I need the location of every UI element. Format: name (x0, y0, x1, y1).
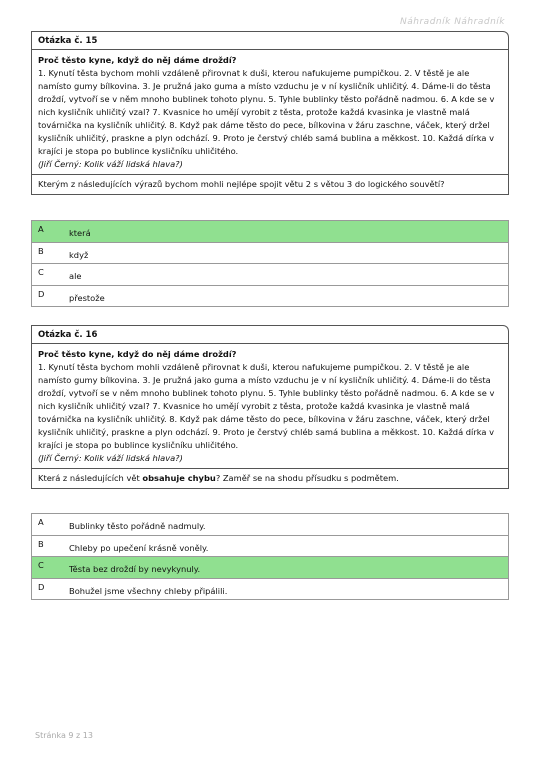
option-text: Bublinky těsto pořádně nadmuly. (69, 521, 206, 531)
text-source: (Jiří Černý: Kolik váží lidská hlava?) (38, 453, 183, 463)
option-letter: B (38, 538, 44, 549)
question-title: Otázka č. 15 (32, 32, 508, 50)
answer-option-c[interactable] (32, 264, 508, 286)
answer-option-d[interactable] (32, 579, 508, 601)
answer-option-d[interactable] (32, 286, 508, 308)
text-body: 1. Kynutí těsta bychom mohli vzdáleně přirovnat k duši, kterou nafukujeme pumpičkou. 2. V těstě je ale namísto gumy bílkovina. 3. Je pružná jako guma a místo vzduchu je v ní kysličník uhličitý. 4. Dáme-li do těsta droždí, vytvoří se v něm mnoho bublinek tohoto plynu. 5. Tyhle bublinky těsto pořádně nadmou. 6. A kde se v nich kysličník uhličitý vzal? 7. Kvasnice ho umějí vyrobit z těsta, protože každá kvasinka je vlastně malá továrnička na kysličník uhličitý. 8. Když pak dáme těsto do pece, bílkovina v žáru zaschne, váček, který držel kysličník uhličitý, praskne a plyn odchází. 9. Proto je čerstvý chléb samá bublina a měkkost. 10. Každá dírka v krajíci je stopa po bublince kysličníku uhličitého. (38, 68, 495, 156)
prompt-emphasis: obsahuje chybu (142, 473, 216, 483)
option-letter: C (38, 560, 44, 570)
answer-options-16 (31, 513, 509, 600)
question-text (32, 344, 508, 468)
text-body: 1. Kynutí těsta bychom mohli vzdáleně přirovnat k duši, kterou nafukujeme pumpičkou. 2. V těstě je ale namísto gumy bílkovina. 3. Je pružná jako guma a místo vzduchu je v ní kysličník uhličitý. 4. Dáme-li do těsta droždí, vytvoří se v něm mnoho bublinek tohoto plynu. 5. Tyhle bublinky těsto pořádně nadmou. 6. A kde se v nich kysličník uhličitý vzal? 7. Kvasnice ho umějí vyrobit z těsta, protože každá kvasinka je vlastně malá továrnička na kysličník uhličitý. 8. Když pak dáme těsto do pece, bílkovina v žáru zaschne, váček, který držel kysličník uhličitý, praskne a plyn odchází. 9. Proto je čerstvý chléb samá bublina a měkkost. 10. Každá dírka v krajíci je stopa po bublince kysličníku uhličitého. (38, 362, 495, 450)
option-text: která (69, 228, 91, 238)
prompt-part: ? Zaměř se na shodu přísudku s podmětem. (215, 473, 399, 483)
answer-options-15 (31, 220, 509, 307)
answer-option-a[interactable] (32, 221, 508, 243)
question-16 (31, 325, 509, 489)
question-text (32, 50, 508, 174)
option-letter: D (38, 288, 45, 299)
option-letter: A (38, 517, 44, 527)
watermark: Náhradník Náhradník (400, 17, 505, 27)
text-heading: Proč těsto kyne, když do něj dáme droždí? (38, 55, 237, 65)
option-text: Bohužel jsme všechny chleby připálili. (69, 585, 228, 596)
answer-option-b[interactable] (32, 243, 508, 265)
option-text: Těsta bez droždí by nevykynuly. (69, 564, 201, 574)
question-15 (31, 31, 509, 195)
option-text: když (69, 249, 89, 260)
option-text: ale (69, 271, 82, 281)
question-prompt (32, 468, 508, 488)
page-number: Stránka 9 z 13 (35, 731, 93, 740)
option-letter: B (38, 245, 44, 256)
question-prompt: Kterým z následujících výrazů bychom mohli nejlépe spojit větu 2 s větou 3 do logického souvětí? (32, 174, 508, 194)
question-title: Otázka č. 16 (32, 326, 508, 344)
option-letter: A (38, 224, 44, 234)
answer-option-b[interactable] (32, 536, 508, 558)
answer-option-a[interactable] (32, 514, 508, 536)
text-source: (Jiří Černý: Kolik váží lidská hlava?) (38, 159, 183, 169)
option-text: přestože (69, 292, 105, 303)
answer-option-c[interactable] (32, 557, 508, 579)
text-heading: Proč těsto kyne, když do něj dáme droždí? (38, 349, 237, 359)
option-text: Chleby po upečení krásně voněly. (69, 542, 209, 553)
prompt-part: Která z následujících vět (38, 473, 143, 483)
option-letter: D (38, 581, 45, 592)
option-letter: C (38, 267, 44, 277)
